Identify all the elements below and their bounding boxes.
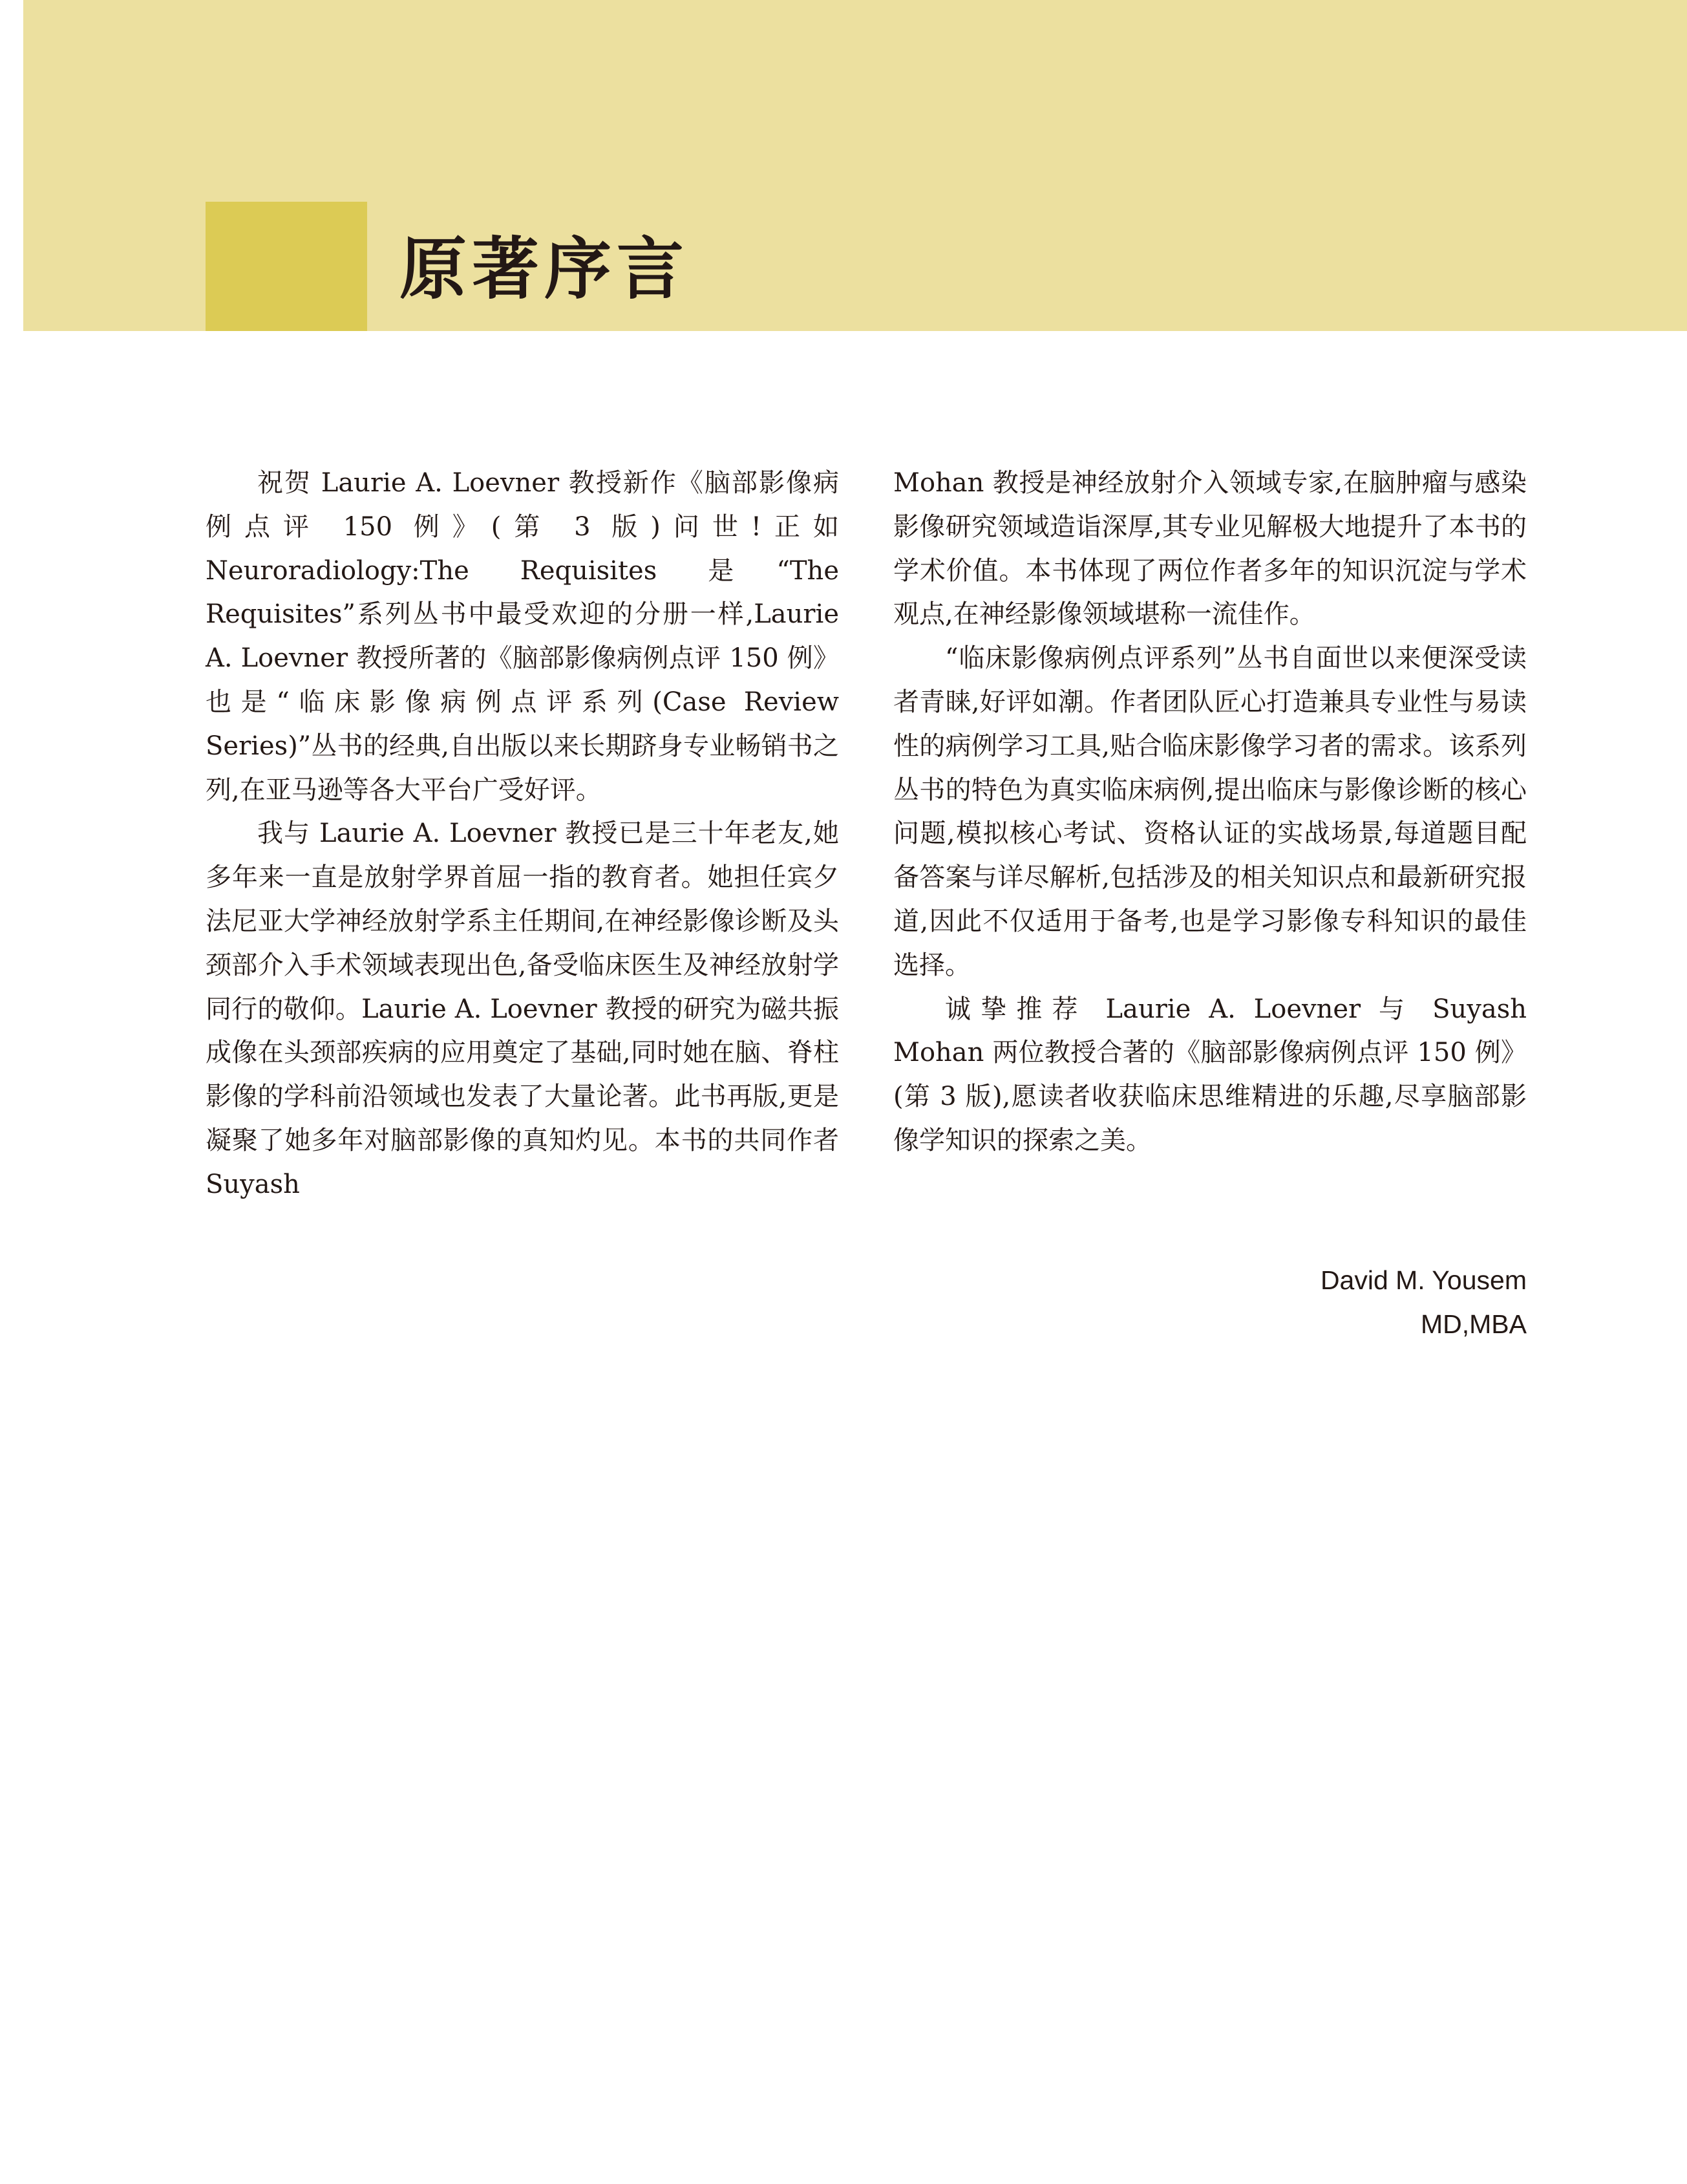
paragraph-continued: Mohan 教授是神经放射介入领域专家,在脑肿瘤与感染影像研究领域造诣深厚,其专业见解极大地提升了本书的学术价值。本书体现了两位作者多年的知识沉淀与学术观点,在神经影像领域堪称一流佳作。 bbox=[893, 468, 1527, 630]
paragraph: 诚挚推荐 Laurie A. Loevner 与 Suyash Mohan 两位教授合著的《脑部影像病例点评 150 例》(第 3 版),愿读者收获临床思维精进的乐趣,尽享脑部影像学知识的探索之美。 bbox=[893, 994, 1527, 1155]
paragraph: “临床影像病例点评系列”丛书自面世以来便深受读者青睐,好评如潮。作者团队匠心打造兼具专业性与易读性的病例学习工具,贴合临床影像学习者的需求。该系列丛书的特色为真实临床病例,提出临床与影像诊断的核心问题,模拟核心考试、资格认证的实战场景,每道题目配备答案与详尽解析,包括涉及的相关知识点和最新研究报道,因此不仅适用于备考,也是学习影像专科知识的最佳选择。 bbox=[893, 643, 1527, 980]
header-accent-block bbox=[206, 202, 367, 331]
signature-name: David M. Yousem bbox=[1320, 1265, 1527, 1295]
body-column-left bbox=[206, 462, 839, 1207]
signature-degrees: MD,MBA bbox=[1421, 1309, 1527, 1339]
body-column-right bbox=[893, 462, 1527, 1163]
signature-block bbox=[1321, 1258, 1527, 1346]
paragraph: 祝贺 Laurie A. Loevner 教授新作《脑部影像病例点评 150 例》(第 3 版)问世!正如 Neuroradiology:The Requisites 是“The Requisites”系列丛书中最受欢迎的分册一样,Laurie A. Loevner 教授所著的《脑部影像病例点评 150 例》也是“临床影像病例点评系列(Case Review Series)”丛书的经典,自出版以来长期跻身专业畅销书之列,在亚马逊等各大平台广受好评。 bbox=[206, 468, 839, 805]
page-title: 原著序言 bbox=[399, 230, 690, 308]
paragraph: 我与 Laurie A. Loevner 教授已是三十年老友,她多年来一直是放射学界首屈一指的教育者。她担任宾夕法尼亚大学神经放射学系主任期间,在神经影像诊断及头颈部介入手术领域表现出色,备受临床医生及神经放射学同行的敬仰。Laurie A. Loevner 教授的研究为磁共振成像在头颈部疾病的应用奠定了基础,同时她在脑、脊柱影像的学科前沿领域也发表了大量论著。此书再版,更是凝聚了她多年对脑部影像的真知灼见。本书的共同作者 Suyash bbox=[206, 819, 839, 1199]
